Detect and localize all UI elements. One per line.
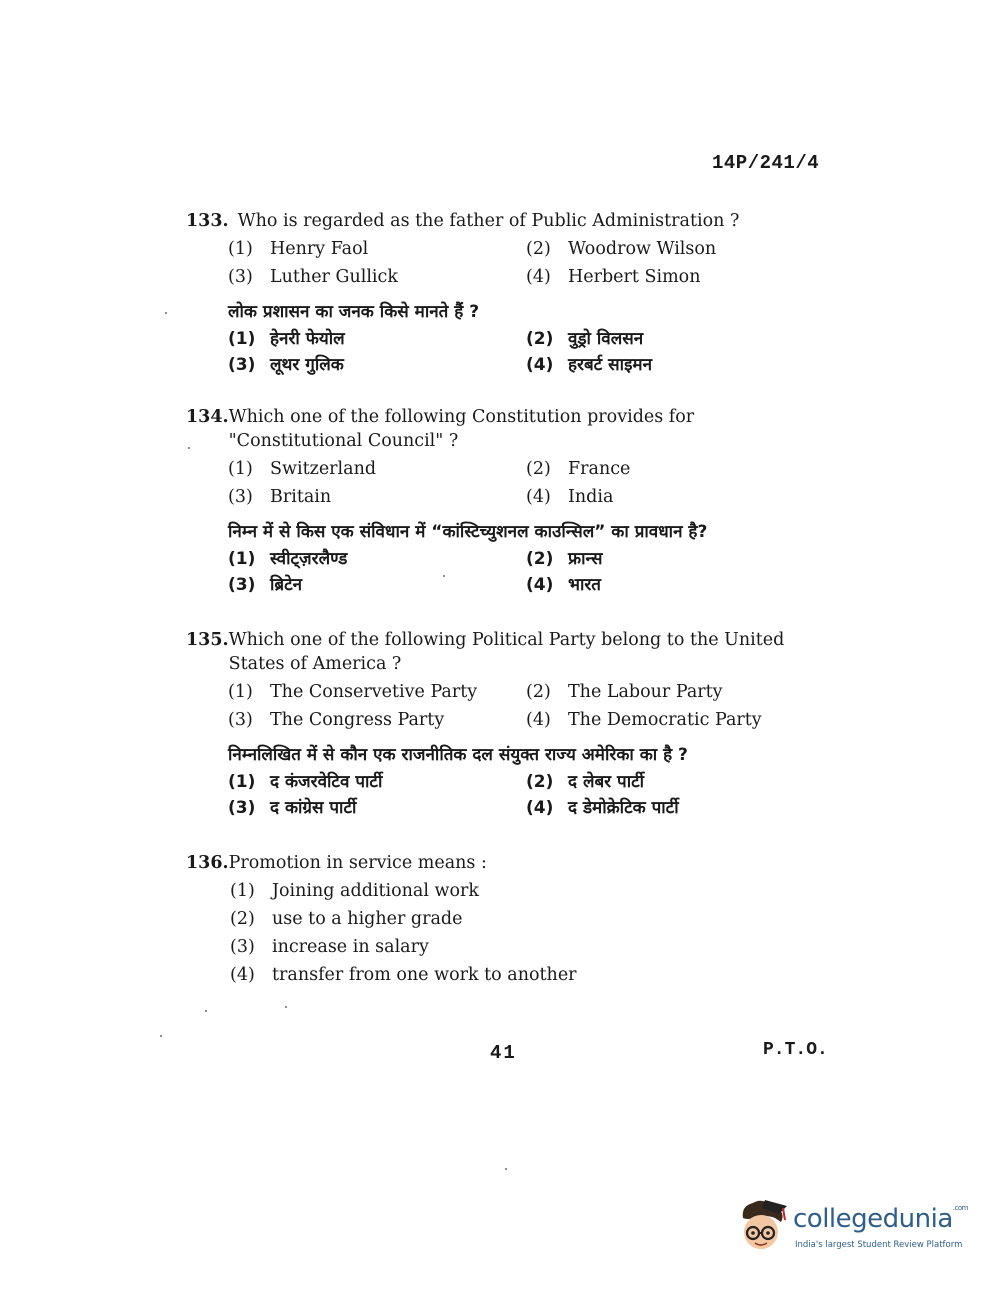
option-hindi: (1) हेनरी फेयोल — [228, 329, 345, 349]
page-number: 41 — [490, 1042, 517, 1064]
question-136 — [186, 851, 826, 991]
option-hindi: (4) भारत — [526, 575, 601, 595]
option: (1) The Conservetive Party — [228, 682, 478, 702]
option-hindi: (4) हरबर्ट साइमन — [526, 355, 653, 375]
brand-watermark — [735, 1196, 968, 1266]
option: (2) Woodrow Wilson — [526, 239, 717, 259]
scan-speck — [160, 1035, 162, 1037]
option-hindi: (3) द कांग्रेस पार्टी — [228, 798, 357, 818]
question-number: 133. — [186, 211, 229, 231]
question-text: Promotion in service means : — [228, 853, 487, 873]
option-hindi: (1) स्वीट्ज़रलैण्ड — [228, 549, 348, 569]
scan-speck — [285, 1006, 287, 1008]
question-text-hindi: निम्नलिखित में से कौन एक राजनीतिक दल संयुक्त राज्य अमेरिका का है ? — [228, 745, 688, 765]
paper-code: 14P/241/4 — [712, 152, 820, 174]
scan-speck — [443, 575, 445, 577]
option: (4) The Democratic Party — [526, 710, 762, 730]
question-133 — [186, 209, 826, 377]
question-134 — [186, 405, 826, 597]
scan-speck — [205, 1010, 207, 1012]
brand-tagline: India's largest Student Review Platform — [795, 1240, 963, 1250]
brand-logo-icon — [735, 1196, 793, 1256]
option-hindi: (2) फ्रान्स — [526, 549, 603, 569]
option: (4) India — [526, 487, 614, 507]
brand-name: collegedunia$^{.com}$ — [793, 1204, 968, 1234]
option-hindi: (3) ब्रिटेन — [228, 575, 303, 595]
option: (4) Herbert Simon — [526, 267, 701, 287]
option: (4) transfer from one work to another — [230, 965, 577, 985]
option: (1) Henry Faol — [228, 239, 369, 259]
scan-speck — [188, 447, 190, 449]
option: (1) Joining additional work — [230, 881, 480, 901]
question-text-hindi: निम्न में से किस एक संविधान में “कांस्टिच्युशनल काउन्सिल” का प्रावधान है? — [228, 522, 708, 542]
question-number: 135. — [186, 630, 229, 650]
question-number: 134. — [186, 407, 229, 427]
question-text: Which one of the following Constitution provides for "Constitutional Council" ? — [228, 407, 695, 451]
option-hindi: (1) द कंजरवेटिव पार्टी — [228, 772, 383, 792]
option: (3) increase in salary — [230, 937, 429, 957]
question-number: 136. — [186, 853, 229, 873]
option-hindi: (4) द डेमोक्रेटिक पार्टी — [526, 798, 679, 818]
option-hindi: (3) लूथर गुलिक — [228, 355, 344, 375]
option: (2) use to a higher grade — [230, 909, 463, 929]
option-hindi: (2) वुड्रो विलसन — [526, 329, 644, 349]
question-text: Who is regarded as the father of Public Administration ? — [237, 211, 740, 231]
option: (3) Britain — [228, 487, 332, 507]
question-135 — [186, 628, 826, 820]
option: (1) Switzerland — [228, 459, 377, 479]
scan-speck — [165, 312, 167, 314]
option-hindi: (2) द लेबर पार्टी — [526, 772, 645, 792]
question-text: Which one of the following Political Party belong to the United States of America ? — [228, 630, 785, 674]
question-text-hindi: लोक प्रशासन का जनक किसे मानते हैं ? — [228, 302, 480, 322]
option: (3) Luther Gullick — [228, 267, 398, 287]
pto-label: P.T.O. — [763, 1040, 828, 1060]
option: (2) The Labour Party — [526, 682, 723, 702]
option: (3) The Congress Party — [228, 710, 445, 730]
option: (2) France — [526, 459, 631, 479]
scan-speck — [505, 1168, 507, 1170]
